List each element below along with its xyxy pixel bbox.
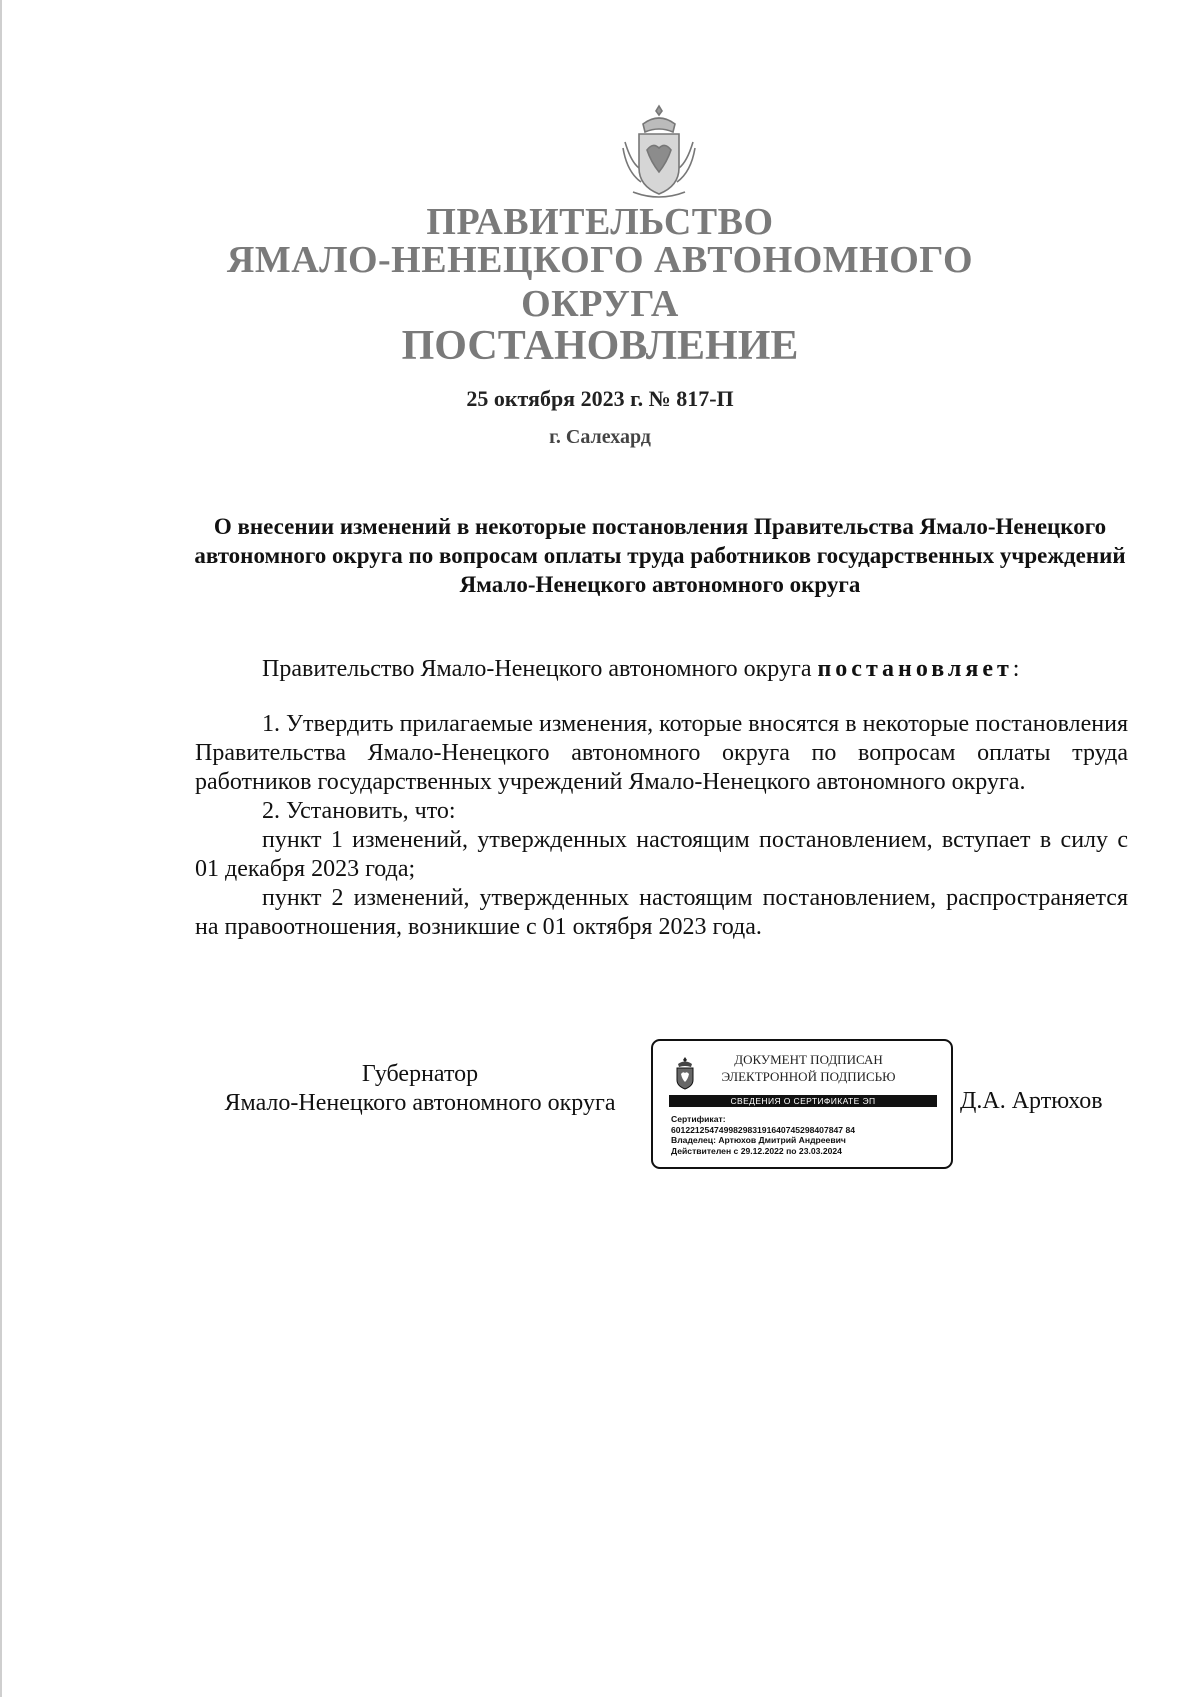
- coat-of-arms-emblem: [619, 102, 699, 204]
- document-subject: О внесении изменений в некоторые постановления Правительства Ямало-Ненецкого автономного округа по вопросам оплаты труда работников государственных учреждений Ямало-Ненецкого автономного округа: [194, 514, 1126, 597]
- preamble-text: Правительство Ямало-Ненецкого автономного округа: [262, 656, 818, 682]
- signatory-position-line2: Ямало-Ненецкого автономного округа: [224, 1090, 616, 1116]
- document-type: ПОСТАНОВЛЕНИЕ: [401, 323, 799, 369]
- preamble-colon: :: [1012, 656, 1020, 682]
- signatory-position: [190, 1060, 650, 1118]
- item-2: 2. Установить, что:: [262, 798, 456, 824]
- preamble: [195, 655, 1128, 684]
- stamp-title-line2: ЭЛЕКТРОННОЙ ПОДПИСЬЮ: [721, 1069, 896, 1084]
- item-1: 1. Утвердить прилагаемые изменения, которые вносятся в некоторые постановления Правительства Ямало-Ненецкого автономного округа по вопросам оплаты труда работников государственных учреждений Ямало-Ненецкого автономного округа.: [195, 711, 1128, 795]
- stamp-cert-label: Сертификат:: [671, 1114, 726, 1124]
- signatory-name: Д.А. Артюхов: [960, 1088, 1103, 1114]
- stamp-title-line1: ДОКУМЕНТ ПОДПИСАН: [734, 1052, 883, 1067]
- stamp-cert-number: 601221254749982983191640745298407847 84: [671, 1124, 856, 1135]
- signatory-position-line1: Губернатор: [361, 1061, 479, 1087]
- document-city: г. Салехард: [549, 426, 651, 448]
- stamp-certificate-details: [671, 1114, 941, 1156]
- document-date-number: 25 октября 2023 г. № 817-П: [466, 386, 734, 411]
- gov-title-line1: ПРАВИТЕЛЬСТВО: [426, 201, 774, 243]
- page-edge: [0, 0, 2, 1697]
- item-2-sub-2: пункт 2 изменений, утвержденных настоящим постановлением, распространяется на правоотношения, возникшие с 01 октября 2023 года.: [195, 885, 1128, 940]
- stamp-certificate-bar: СВЕДЕНИЯ О СЕРТИФИКАТЕ ЭП: [669, 1095, 937, 1107]
- stamp-emblem-icon: [671, 1055, 699, 1091]
- resolution-items: [195, 710, 1128, 942]
- gov-title-line2: ЯМАЛО-НЕНЕЦКОГО АВТОНОМНОГО ОКРУГА: [226, 239, 974, 325]
- electronic-signature-stamp: [651, 1039, 953, 1169]
- item-2-sub-1: пункт 1 изменений, утвержденных настоящим постановлением, вступает в силу с 01 декабря 2023 года;: [195, 827, 1128, 882]
- stamp-valid: Действителен с 29.12.2022 по 23.03.2024: [671, 1145, 842, 1156]
- stamp-owner: Владелец: Артюхов Дмитрий Андреевич: [671, 1135, 846, 1145]
- preamble-emphasis: постановляет: [817, 656, 1013, 682]
- stamp-title: [701, 1051, 916, 1085]
